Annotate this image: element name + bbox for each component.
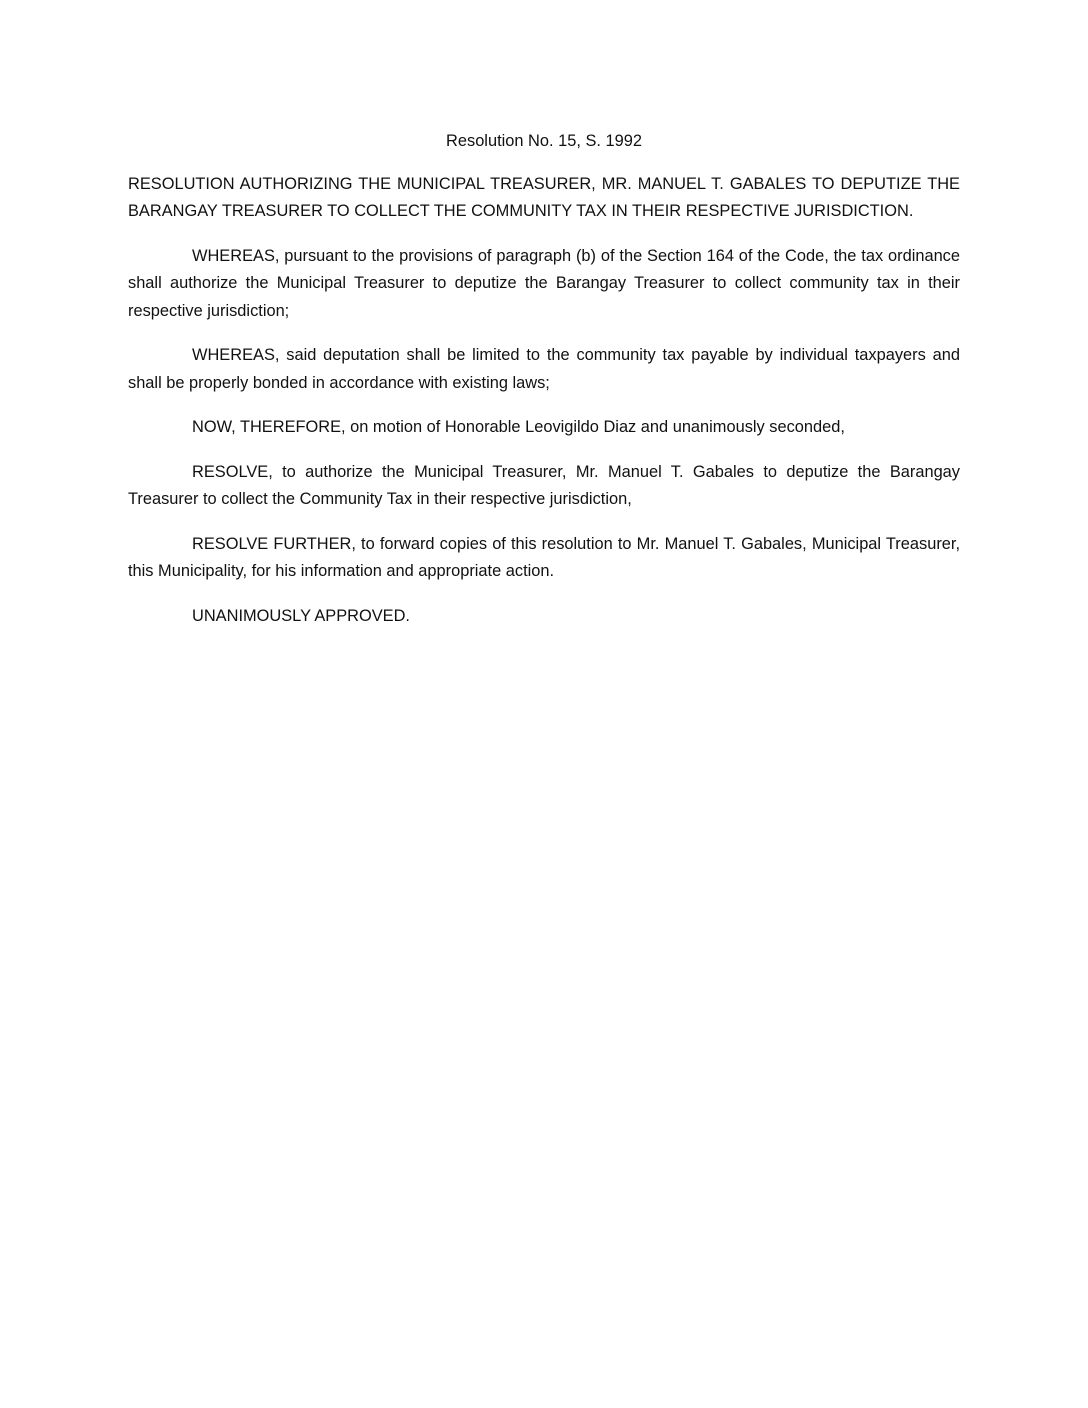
resolve-paragraph: RESOLVE, to authorize the Municipal Treasurer, Mr. Manuel T. Gabales to deputize the Barangay Treasurer to collect the Community Tax in their respective jurisdiction, (128, 462, 960, 508)
resolution-heading: RESOLUTION AUTHORIZING THE MUNICIPAL TREASURER, MR. MANUEL T. GABALES TO DEPUTIZE THE BARANGAY TREASURER TO COLLECT THE COMMUNITY TAX IN THEIR RESPECTIVE JURISDICTION. (128, 174, 960, 220)
document-body (128, 128, 960, 647)
resolve-further-paragraph: RESOLVE FURTHER, to forward copies of this resolution to Mr. Manuel T. Gabales, Municipal Treasurer, this Municipality, for his information and appropriate action. (128, 534, 960, 580)
resolution-title: Resolution No. 15, S. 1992 (446, 132, 642, 150)
now-therefore-paragraph: NOW, THEREFORE, on motion of Honorable Leovigildo Diaz and unanimously seconded, (192, 418, 845, 436)
approval-statement: UNANIMOUSLY APPROVED. (192, 606, 410, 625)
whereas-paragraph-1: WHEREAS, pursuant to the provisions of paragraph (b) of the Section 164 of the Code, the tax ordinance shall authorize the Municipal Treasurer to deputize the Barangay Treasurer to collect community tax in their respective jurisdiction; (128, 246, 960, 320)
whereas-paragraph-2: WHEREAS, said deputation shall be limited to the community tax payable by individual taxpayers and shall be properly bonded in accordance with existing laws; (128, 346, 960, 392)
